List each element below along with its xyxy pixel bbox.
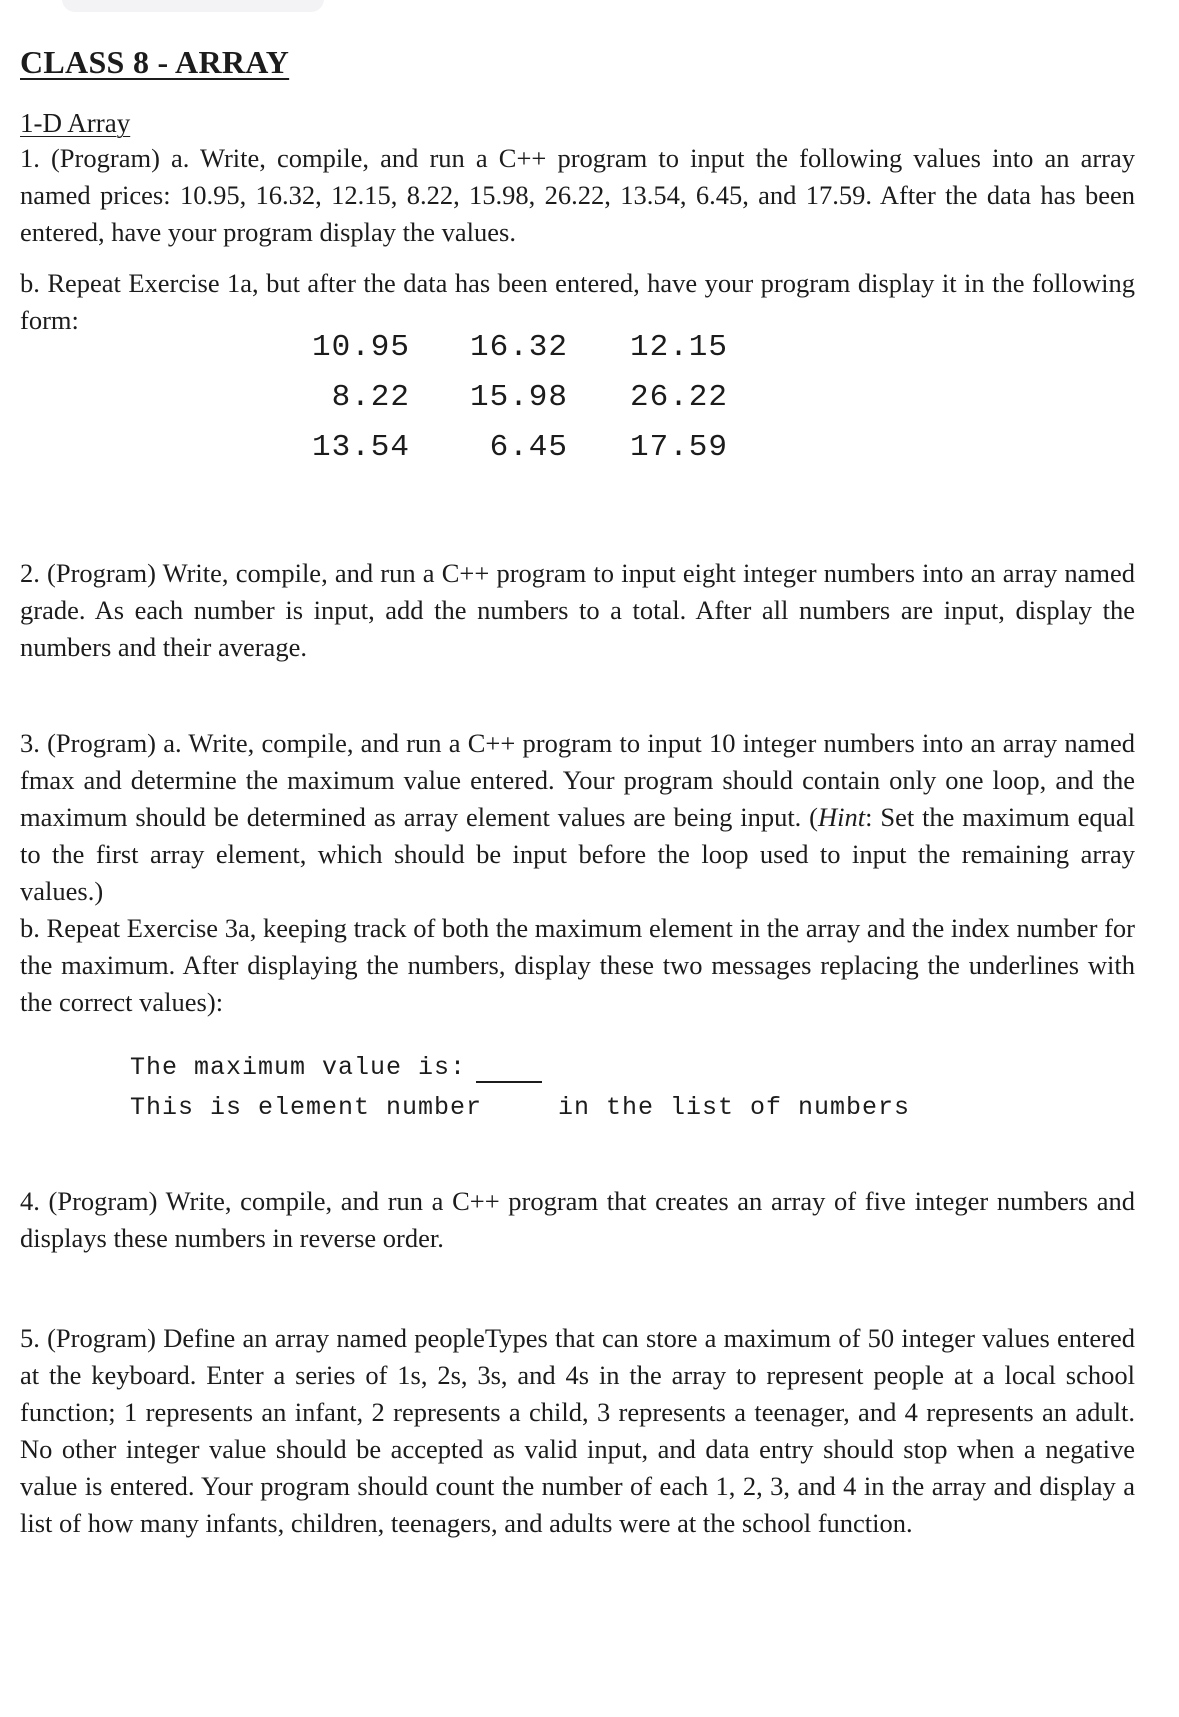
table-cell: 13.54 [311, 430, 410, 465]
underline-blank [476, 1081, 542, 1083]
exercise-3a [20, 725, 1135, 910]
exercise-4: 4. (Program) Write, compile, and run a C++ program that creates an array of five integer numbers and displays these numbers in reverse order. [20, 1186, 1135, 1253]
table-cell: 26.22 [629, 380, 728, 415]
exercise-3b: b. Repeat Exercise 3a, keeping track of both the maximum element in the array and the index number for the maximum. After displaying the numbers, display these two messages replacing the underlines with the correct values): [20, 913, 1135, 1017]
section-heading: 1-D Array [20, 108, 131, 138]
message-max-value-text: The maximum value is: [130, 1053, 467, 1082]
table-cell: 15.98 [469, 380, 568, 415]
table-cell: 6.45 [489, 430, 568, 465]
exercise-2: 2. (Program) Write, compile, and run a C++ program to input eight integer numbers into an array named grade. As each number is input, add the numbers to a total. After all numbers are input, display the numbers and their average. [20, 558, 1135, 662]
message-element-number-text: This is element number [130, 1093, 483, 1122]
message-element-number-suffix: in the list of numbers [558, 1093, 911, 1122]
message-max-value [130, 1053, 482, 1093]
exercise-3a-text: 3. (Program) a. Write, compile, and run a C++ program to input 10 integer numbers into an array named fmax and determine the maximum value entered. Your program should contain only one loop, and the maximum should be determined as array element values are being input. ( [20, 728, 1135, 832]
hint-label: Hint [818, 802, 866, 832]
page-title: CLASS 8 - ARRAY [20, 44, 290, 80]
table-cell: 16.32 [469, 330, 568, 365]
message-element-number [130, 1093, 911, 1133]
exercise-1b: b. Repeat Exercise 1a, but after the data has been entered, have your program display it in the following form: [20, 268, 1135, 335]
table-cell: 8.22 [331, 380, 410, 415]
table-cell: 10.95 [311, 330, 410, 365]
exercise-5: 5. (Program) Define an array named peopleTypes that can store a maximum of 50 integer values entered at the keyboard. Enter a series of 1s, 2s, 3s, and 4s in the array to represent people at a local school function; 1 represents an infant, 2 represents a child, 3 represents a teenager, and 4 represents an adult. No other integer value should be accepted as valid input, and data entry should stop when a negative value is entered. Your program should count the number of each 1, 2, 3, and 4 in the array and display a list of how many infants, children, teenagers, and adults were at the school function. [20, 1323, 1135, 1538]
top-scroll-pill [62, 0, 324, 12]
exercise-1a: 1. (Program) a. Write, compile, and run a C++ program to input the following values into an array named prices: 10.95, 16.32, 12.15, 8.22, 15.98, 26.22, 13.54, 6.45, and 17.59. After the data has been entered, have your program display the values. [20, 143, 1135, 247]
output-messages [130, 1053, 911, 1133]
exercise-3a-hint-text: : Set the maximum equal to the first array element, which should be input before the loop used to input the remaining array values.) [20, 802, 1135, 906]
table-cell: 17.59 [629, 430, 728, 465]
table-cell: 12.15 [629, 330, 728, 365]
